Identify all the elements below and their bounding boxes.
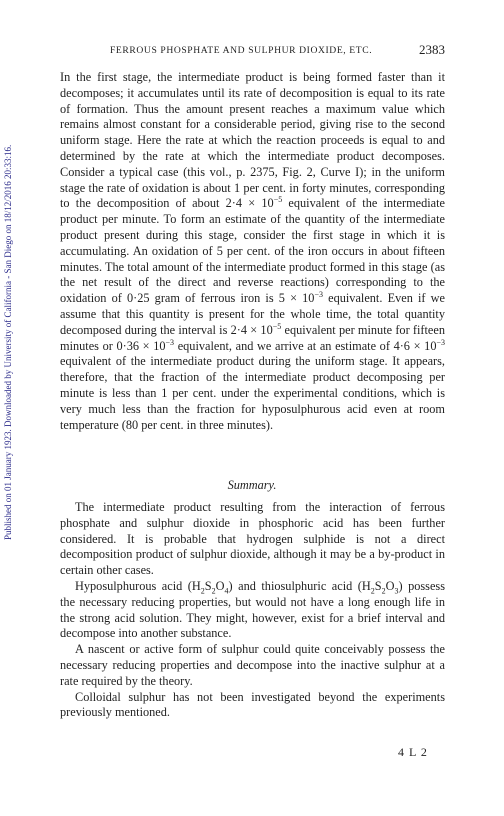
- summary-heading: Summary.: [227, 478, 277, 492]
- signature-mark: 4 L 2: [398, 745, 428, 759]
- running-title: FERROUS PHOSPHATE AND SULPHUR DIOXIDE, ETC.: [110, 45, 373, 56]
- download-watermark: [3, 40, 17, 540]
- summary-section: [60, 500, 445, 721]
- download-watermark-text: Published on 01 January 1923. Downloaded by University of California - San Diego on 18/12/2016 20:33:16.: [3, 144, 13, 540]
- running-header: [60, 44, 445, 58]
- body-paragraph: In the first stage, the intermediate product is being formed faster than it decomposes; it accumulates until its rate of decomposition is equal to its rate of formation. Thus the amount present reaches a maximum value which remains almost constant for a considerable period, giving rise to the second uniform stage. Here the rate at which the reaction proceeds is equal to and determined by the rate at which the intermediate product decomposes. Consider a typical case (this vol., p. 2375, Fig. 2, Curve I); in the uniform stage the rate of oxidation is about 1 per cent. in forty minutes, corresponding to the decomposition of about $2\cdot 4 \times 10^{-5}$ equivalent of the intermediate product per minute. To form an estimate of the quantity of the intermediate product present during this stage, consider the first stage in which it is accumulating. An oxidation of 5 per cent. of the iron occurs in about fifteen minutes. The total amount of the intermediate product formed in this stage (as the net result of the direct and reverse reactions) corresponding to the oxidation of 0·25 gram of ferrous iron is $5 \times 10^{-3}$ equivalent. Even if we assume that this quantity is present for the whole time, the total quantity decomposed during the interval is $2\cdot 4 \times 10^{-5}$ equivalent per minute for fifteen minutes or $0\cdot 36 \times 10^{-3}$ equivalent, and we arrive at an estimate of $4\cdot 6 \times 10^{-3}$ equivalent of the intermediate product during the uniform stage. It appears, therefore, that the fraction of the intermediate product decomposing per minute is less than 1 per cent. under the experimental conditions, which is very much less than the fraction for hyposulphurous acid even at room temperature (80 per cent. in three minutes).: [60, 70, 445, 432]
- summary-paragraph: The intermediate product resulting from the interaction of ferrous phosphate and sulphur dioxide in phosphoric acid has been further considered. It is probable that hydrogen sulphide is not a direct decomposition product of sulphur dioxide, although it may be a by-product in certain other cases.: [60, 500, 445, 578]
- page-number: 2383: [419, 42, 445, 57]
- summary-paragraph: Colloidal sulphur has not been investigated beyond the experiments previously mentioned.: [60, 689, 445, 720]
- summary-paragraph: Hyposulphurous acid $(H_2S_2O_4)$ and thiosulphuric acid $(H_2S_2O_3)$ possess the necessary reducing properties, but would not have a long enough life in the strong acid solution. They might, however, exist for a brief interval and decompose into another substance.: [60, 578, 446, 641]
- summary-paragraph: A nascent or active form of sulphur could quite conceivably possess the necessary reducing properties and decompose into the inactive sulphur at a rate required by the theory.: [60, 642, 445, 688]
